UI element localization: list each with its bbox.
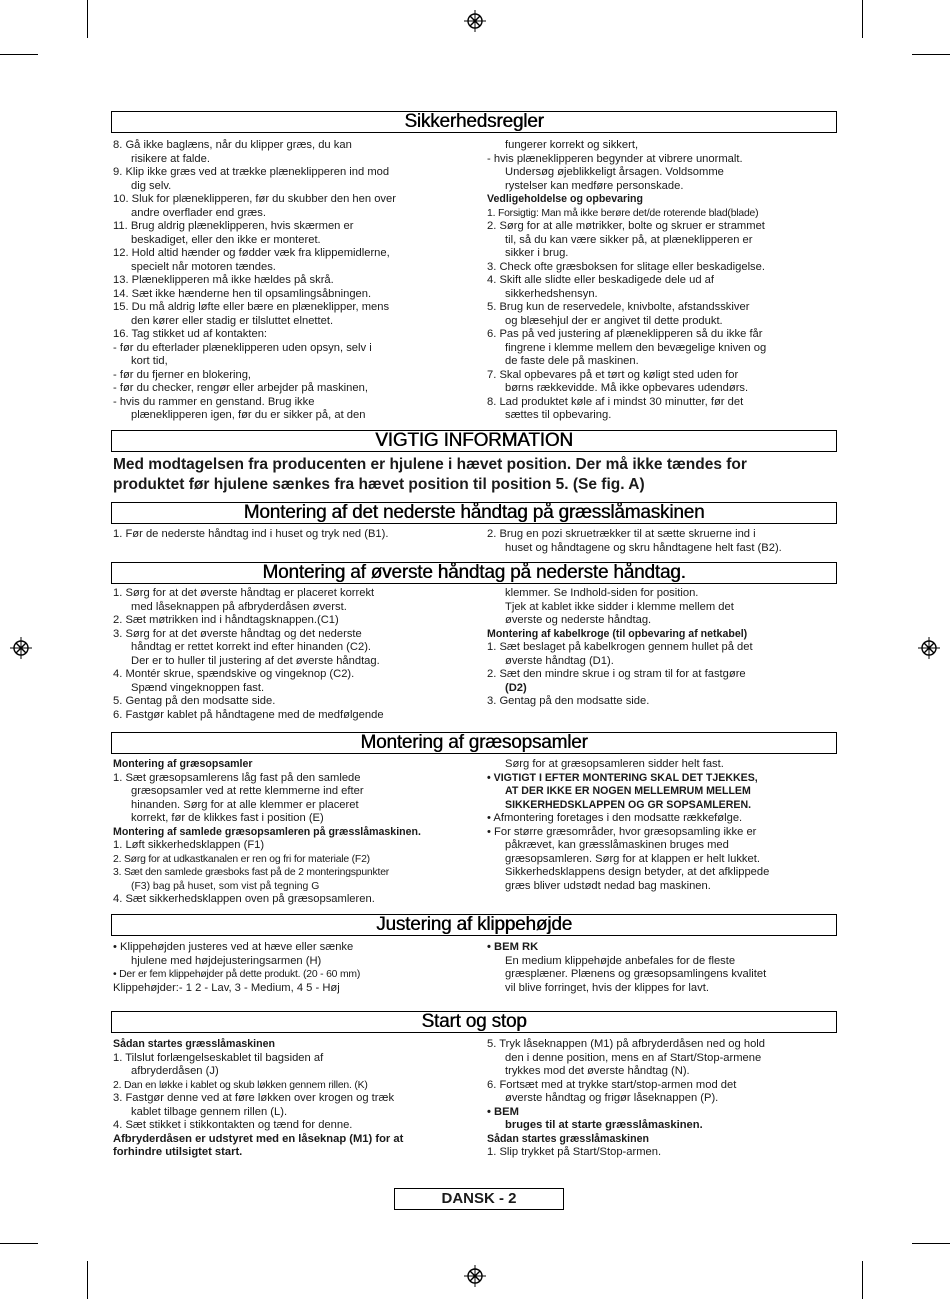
- list-item: børns rækkevidde. Må ikke opbevares udendørs.: [505, 382, 749, 394]
- list-item: 5. Gentag på den modsatte side.: [113, 695, 276, 707]
- subheading: Sådan startes græsslåmaskinen: [487, 1132, 649, 1145]
- list-item: 6. Fastgør kablet på håndtagene med de medfølgende: [113, 708, 384, 721]
- section-graesopsamler-left: [113, 758, 473, 907]
- crop-mark: [87, 0, 88, 38]
- subheading: Montering af kabelkroge (til opbevaring af netkabel): [487, 627, 748, 640]
- section-sikkerhedsregler-right: [487, 139, 842, 423]
- list-item: trykkes mod det øverste håndtag (N).: [505, 1065, 690, 1077]
- important-notice: [113, 455, 843, 495]
- list-item: afbryderdåsen (J): [131, 1065, 219, 1077]
- list-item: 1. Sørg for at det øverste håndtag er placeret korrekt: [113, 587, 375, 599]
- list-item: Undersøg øjeblikkeligt årsagen. Voldsomme: [505, 166, 724, 178]
- section-title-klippehojde: Justering af klippehøjde: [111, 914, 837, 936]
- list-item: - før du efterlader plæneklipperen uden opsyn, selv i: [113, 341, 372, 354]
- list-item: Klippehøjder:- 1 2 - Lav, 3 - Medium, 4 5 - Høj: [113, 981, 340, 994]
- section-overste-handtag-right: [487, 587, 842, 709]
- list-item: 7. Skal opbevares på et tørt og køligt sted uden for: [487, 368, 739, 381]
- section-start-og-stop-right: [487, 1038, 842, 1160]
- subheading: Montering af samlede græsopsamleren på græsslåmaskinen.: [113, 825, 421, 838]
- list-item: sikker i brug.: [505, 247, 569, 259]
- list-item: • Klippehøjden justeres ved at hæve eller sænke: [113, 941, 354, 953]
- list-item: 2. Sæt møtrikken ind i håndtagsknappen.(C1): [113, 614, 339, 626]
- section-klippehojde-left: [113, 941, 473, 995]
- list-item: Afbryderdåsen er udstyret med en låseknap (M1) for at: [113, 1132, 404, 1145]
- list-item: græsopsamleren. Sørg for at klappen er helt lukket.: [505, 852, 760, 865]
- registration-mark-icon: [10, 637, 32, 659]
- list-item: 4. Skift alle slidte eller beskadigede dele ud af: [487, 274, 715, 286]
- section-klippehojde-right: [487, 941, 842, 995]
- list-item: rystelser kan medføre personskade.: [505, 179, 684, 192]
- list-item: Sikkerhedsklappens design betyder, at det afklippede: [505, 866, 770, 878]
- list-item: de faste dele på maskinen.: [505, 355, 639, 367]
- crop-mark: [87, 1261, 88, 1299]
- list-item: sættes til opbevaring.: [505, 409, 612, 421]
- list-item: forhindre utilsigtet start.: [113, 1146, 243, 1158]
- list-item: risikere at falde.: [131, 152, 210, 165]
- list-item: 8. Gå ikke baglæns, når du klipper græs, du kan: [113, 139, 352, 151]
- list-item: 15. Du må aldrig løfte eller bære en plæneklipper, mens: [113, 301, 390, 313]
- list-item: - før du fjerner en blokering,: [113, 368, 252, 381]
- list-item: • BEM: [487, 1105, 519, 1118]
- list-item: • BEM RK: [487, 941, 539, 953]
- list-item: med låseknappen på afbryderdåsen øverst.: [131, 600, 347, 613]
- section-title-vigtig-information: VIGTIG INFORMATION: [111, 430, 837, 452]
- subheading: Vedligeholdelse og opbevaring: [487, 193, 643, 205]
- list-item: 4. Montér skrue, spændskive og vingeknop (C2).: [113, 668, 355, 680]
- list-item: påkrævet, kan græsslåmaskinen bruges med: [505, 839, 729, 851]
- notice-line: produktet før hjulene sænkes fra hævet position til position 5. (Se fig. A): [113, 476, 645, 493]
- section-title-sikkerhedsregler: Sikkerhedsregler: [111, 111, 837, 133]
- list-item: 1. Forsigtig: Man må ikke berøre det/de roterende blad(blade): [487, 207, 759, 219]
- list-item: Sørg for at græsopsamleren sidder helt fast.: [505, 758, 724, 770]
- list-item: fingrene i klemme mellem den bevægelige kniven og: [505, 341, 767, 354]
- crop-mark: [862, 0, 863, 38]
- list-item: beskadiget, eller den ikke er monteret.: [131, 233, 321, 246]
- list-item: Tjek at kablet ikke sidder i klemme mellem det: [505, 600, 734, 613]
- list-item: hjulene med højdejusteringsarmen (H): [131, 954, 322, 967]
- list-item: • Der er fem klippehøjder på dette produkt. (20 - 60 mm): [113, 969, 361, 980]
- list-item: og blæsehjul der er angivet til dette produkt.: [505, 314, 723, 327]
- list-item: 1. Slip trykket på Start/Stop-armen.: [487, 1146, 662, 1158]
- list-item: bruges til at starte græsslåmaskinen.: [505, 1119, 703, 1131]
- list-item: 2. Sæt den mindre skrue i og stram til for at fastgøre: [487, 668, 746, 680]
- list-item: kablet tilbage gennem rillen (L).: [131, 1105, 288, 1118]
- list-item: 4. Sæt stikket i stikkontakten og tænd for denne.: [113, 1119, 353, 1131]
- list-item: huset og håndtagene og skru håndtagene helt fast (B2).: [505, 541, 782, 554]
- list-item: 3. Sørg for at det øverste håndtag og det nederste: [113, 627, 362, 640]
- list-item: 13. Plæneklipperen må ikke hældes på skrå.: [113, 274, 334, 286]
- section-sikkerhedsregler-left: [113, 139, 473, 423]
- list-item: 2. Dan en løkke i kablet og skub løkken gennem rillen. (K): [113, 1079, 368, 1091]
- list-item: AT DER IKKE ER NOGEN MELLEMRUM MELLEM: [505, 785, 751, 797]
- subheading: Sådan startes græsslåmaskinen: [113, 1038, 275, 1050]
- section-title-graesopsamler: Montering af græsopsamler: [111, 732, 837, 754]
- list-item: En medium klippehøjde anbefales for de fleste: [505, 954, 736, 967]
- section-title-overste-handtag: Montering af øverste håndtag på nederste håndtag.: [111, 562, 837, 584]
- list-item: græsplæner. Plænens og græsopsamlingens kvalitet: [505, 968, 767, 980]
- list-item: 9. Klip ikke græs ved at trække plæneklipperen ind mod: [113, 166, 390, 178]
- list-item: håndtag er rettet korrekt ind efter hinanden (C2).: [131, 641, 372, 653]
- list-item: fungerer korrekt og sikkert,: [505, 139, 639, 151]
- list-item: 3. Fastgør denne ved at føre løkken over krogen og træk: [113, 1092, 395, 1104]
- crop-mark: [912, 1243, 950, 1244]
- list-item: specielt når motoren tændes.: [131, 260, 276, 273]
- list-item: 11. Brug aldrig plæneklipperen, hvis skærmen er: [113, 220, 354, 232]
- list-item: vil blive forringet, hvis der klippes for lavt.: [505, 981, 709, 994]
- list-item: 16. Tag stikket ud af kontakten:: [113, 328, 268, 340]
- section-title-start-og-stop: Start og stop: [111, 1011, 837, 1033]
- list-item: klemmer. Se Indhold-siden for position.: [505, 587, 699, 599]
- list-item: den kører eller stadig er tilsluttet elnettet.: [131, 314, 334, 327]
- list-item: - før du checker, rengør eller arbejder på maskinen,: [113, 382, 368, 394]
- list-item: 1. Før de nederste håndtag ind i huset og tryk ned (B1).: [113, 528, 389, 540]
- list-item: hinanden. Sørg for at alle klemmer er placeret: [131, 798, 359, 811]
- list-item: 2. Sørg for at udkastkanalen er ren og fri for materiale (F2): [113, 853, 370, 865]
- list-item: 6. Pas på ved justering af plæneklipperen så du ikke får: [487, 328, 763, 340]
- list-item: 14. Sæt ikke hænderne hen til opsamlingsåbningen.: [113, 287, 372, 300]
- list-item: • For større græsområder, hvor græsopsamling ikke er: [487, 825, 757, 838]
- section-nederste-handtag-right: [487, 528, 842, 555]
- list-item: 5. Tryk låseknappen (M1) på afbryderdåsen ned og hold: [487, 1038, 765, 1050]
- crop-mark: [0, 54, 38, 55]
- list-item: 2. Brug en pozi skruetrækker til at sætte skruerne ind i: [487, 528, 756, 540]
- list-item: den i denne position, mens en af Start/Stop-armene: [505, 1051, 762, 1064]
- section-graesopsamler-right: [487, 758, 842, 893]
- list-item: plæneklipperen igen, før du er sikker på, at den: [131, 409, 366, 421]
- list-item: 1. Tilslut forlængelseskablet til bagsiden af: [113, 1051, 324, 1064]
- list-item: 4. Sæt sikkerhedsklappen oven på græsopsamleren.: [113, 893, 375, 905]
- list-item: øverste og nederste håndtag.: [505, 614, 652, 626]
- registration-mark-icon: [464, 10, 486, 32]
- section-start-og-stop-left: [113, 1038, 473, 1160]
- section-title-nederste-handtag: Montering af det nederste håndtag på græsslåmaskinen: [111, 502, 837, 524]
- list-item: 10. Sluk for plæneklipperen, før du skubber den hen over: [113, 193, 396, 205]
- list-item: • Afmontering foretages i den modsatte rækkefølge.: [487, 812, 743, 824]
- list-item: 1. Sæt græsopsamlerens låg fast på den samlede: [113, 771, 361, 784]
- list-item: 3. Check ofte græsboksen for slitage eller beskadigelse.: [487, 260, 765, 273]
- notice-line: Med modtagelsen fra producenten er hjulene i hævet position. Der må ikke tændes for: [113, 456, 747, 473]
- list-item: 8. Lad produktet køle af i mindst 30 minutter, før det: [487, 395, 744, 408]
- list-item: 1. Løft sikkerhedsklappen (F1): [113, 839, 265, 851]
- list-item: (F3) bag på huset, som vist på tegning G: [131, 880, 320, 892]
- list-item: til, så du kan være sikker på, at plæneklipperen er: [505, 233, 753, 246]
- crop-mark: [0, 1243, 38, 1244]
- list-item: øverste håndtag og frigør låseknappen (P).: [505, 1092, 719, 1104]
- list-item: 1. Sæt beslaget på kabelkrogen gennem hullet på det: [487, 641, 753, 653]
- subheading: Montering af græsopsamler: [113, 758, 253, 770]
- list-item: 2. Sørg for at alle møtrikker, bolte og skruer er strammet: [487, 220, 765, 232]
- crop-mark: [862, 1261, 863, 1299]
- list-item: øverste håndtag (D1).: [505, 654, 614, 667]
- list-item: 3. Gentag på den modsatte side.: [487, 695, 650, 707]
- crop-mark: [912, 54, 950, 55]
- list-item: 5. Brug kun de reservedele, knivbolte, afstandsskiver: [487, 301, 750, 313]
- registration-mark-icon: [464, 1265, 486, 1287]
- list-item: • VIGTIGT I EFTER MONTERING SKAL DET TJEKKES,: [487, 771, 758, 784]
- list-item: (D2): [505, 681, 527, 694]
- list-item: - hvis plæneklipperen begynder at vibrere unormalt.: [487, 152, 743, 165]
- list-item: korrekt, før de klikkes fast i position (E): [131, 812, 324, 824]
- page-number-label: DANSK - 2: [394, 1188, 564, 1210]
- list-item: kort tid,: [131, 355, 168, 367]
- list-item: andre overflader end græs.: [131, 206, 266, 219]
- list-item: SIKKERHEDSKLAPPEN OG GR SOPSAMLEREN.: [505, 798, 752, 811]
- list-item: dig selv.: [131, 179, 172, 192]
- registration-mark-icon: [918, 637, 940, 659]
- list-item: Spænd vingeknoppen fast.: [131, 681, 265, 694]
- list-item: 3. Sæt den samlede græsboks fast på de 2 monteringspunkter: [113, 867, 390, 878]
- list-item: Der er to huller til justering af det øverste håndtag.: [131, 654, 380, 667]
- list-item: 12. Hold altid hænder og fødder væk fra klippemidlerne,: [113, 247, 390, 259]
- list-item: 6. Fortsæt med at trykke start/stop-armen mod det: [487, 1078, 737, 1091]
- list-item: sikkerhedshensyn.: [505, 287, 598, 300]
- list-item: græs bliver udstødt nedad bag maskinen.: [505, 879, 711, 892]
- section-overste-handtag-left: [113, 587, 473, 722]
- list-item: græsopsamler ved at rette klemmerne ind efter: [131, 785, 364, 797]
- section-nederste-handtag-left: [113, 528, 473, 542]
- list-item: - hvis du rammer en genstand. Brug ikke: [113, 395, 315, 408]
